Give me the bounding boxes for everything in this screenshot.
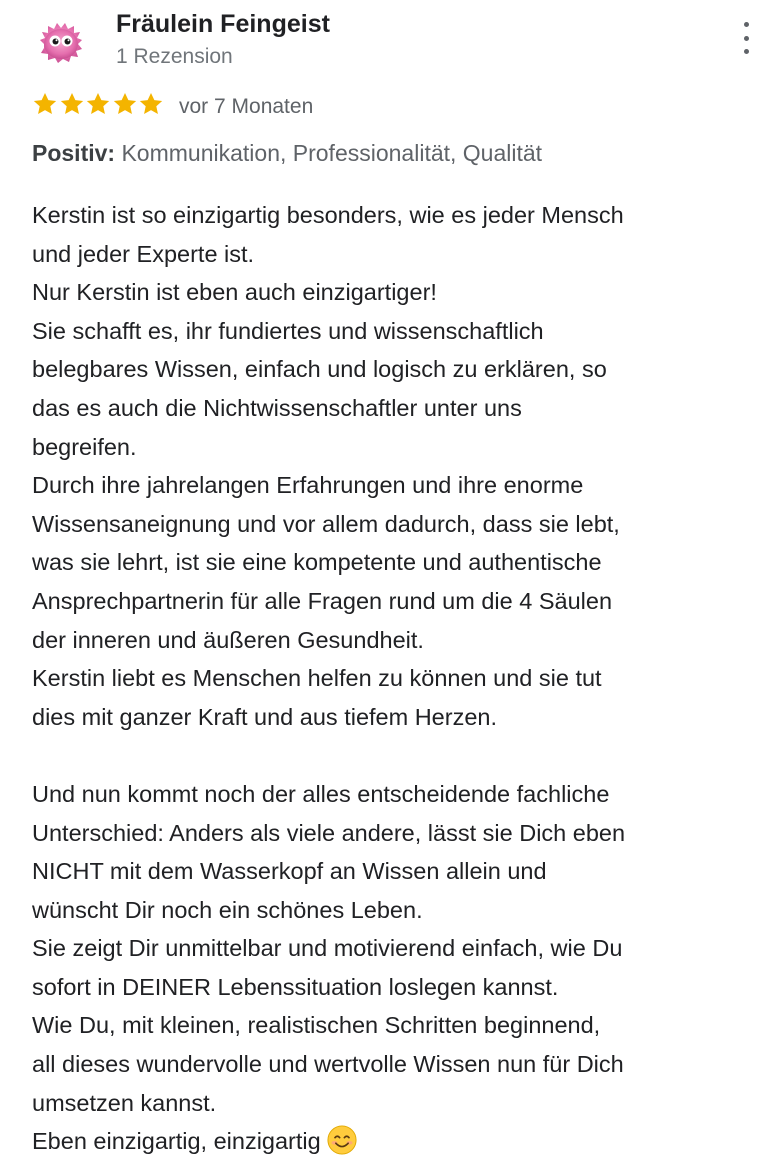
review-line: Und nun kommt noch der alles entscheidende fachliche xyxy=(32,780,610,807)
review-line xyxy=(32,736,752,775)
review-line: was sie lehrt, ist sie eine kompetente und authentische xyxy=(32,549,602,576)
review-text xyxy=(32,196,752,1161)
review-line: Kerstin liebt es Menschen helfen zu können und sie tut xyxy=(32,665,602,692)
menu-dot xyxy=(744,36,749,41)
review-line: wünscht Dir noch ein schönes Leben. xyxy=(32,896,423,923)
reviewer-name[interactable]: Fräulein Feingeist xyxy=(116,10,330,38)
review-line: Eben einzigartig, einzigartig xyxy=(32,1122,752,1161)
smiling-face-emoji-icon xyxy=(327,1125,357,1155)
review-line: Sie zeigt Dir unmittelbar und motivierend einfach, wie Du xyxy=(32,935,623,962)
review-line: Kerstin ist so einzigartig besonders, wie es jeder Mensch xyxy=(32,202,624,228)
review-line: umsetzen kannst. xyxy=(32,1089,217,1116)
review-line: Nur Kerstin ist eben auch einzigartiger! xyxy=(32,279,437,306)
review-line: sofort in DEINER Lebenssituation loslegen kannst. xyxy=(32,973,559,1000)
review-line: belegbares Wissen, einfach und logisch zu erklären, so xyxy=(32,356,607,383)
review-line: und jeder Experte ist. xyxy=(32,240,255,267)
review-line: NICHT mit dem Wasserkopf an Wissen allein und xyxy=(32,858,547,885)
more-options-icon[interactable] xyxy=(736,20,756,56)
star-rating xyxy=(32,88,165,120)
star-icon xyxy=(138,91,164,117)
review-line: das es auch die Nichtwissenschaftler unter uns xyxy=(32,394,522,421)
reviewer-avatar[interactable] xyxy=(36,20,86,64)
star-icon xyxy=(32,91,58,117)
positive-items: Kommunikation, Professionalität, Qualität xyxy=(121,140,543,166)
pink-fluffy-monster-avatar-icon xyxy=(36,20,86,64)
review-line: Wissensaneignung und vor allem dadurch, dass sie lebt, xyxy=(32,510,620,537)
review-line: all dieses wundervolle und wertvolle Wissen nun für Dich xyxy=(32,1051,624,1078)
review-line: Ansprechpartnerin für alle Fragen rund um die 4 Säulen xyxy=(32,587,613,614)
review-line: Wie Du, mit kleinen, realistischen Schritten beginnend, xyxy=(32,1012,601,1039)
review-line: Durch ihre jahrelangen Erfahrungen und ihre enorme xyxy=(32,472,584,499)
star-icon xyxy=(85,91,111,117)
menu-dot xyxy=(744,49,749,54)
positive-label: Positiv: xyxy=(32,140,116,166)
star-icon xyxy=(59,91,85,117)
review-time: vor 7 Monaten xyxy=(179,95,314,118)
review-line: begreifen. xyxy=(32,433,137,460)
positive-aspects xyxy=(32,140,542,167)
review-line: der inneren und äußeren Gesundheit. xyxy=(32,626,424,653)
review-line: dies mit ganzer Kraft und aus tiefem Herzen. xyxy=(32,703,497,730)
star-icon xyxy=(112,91,138,117)
menu-dot xyxy=(744,22,749,27)
review-line: Unterschied: Anders als viele andere, lässt sie Dich eben xyxy=(32,819,626,846)
reviewer-review-count: 1 Rezension xyxy=(116,45,233,68)
review-line: Sie schafft es, ihr fundiertes und wissenschaftlich xyxy=(32,317,544,344)
